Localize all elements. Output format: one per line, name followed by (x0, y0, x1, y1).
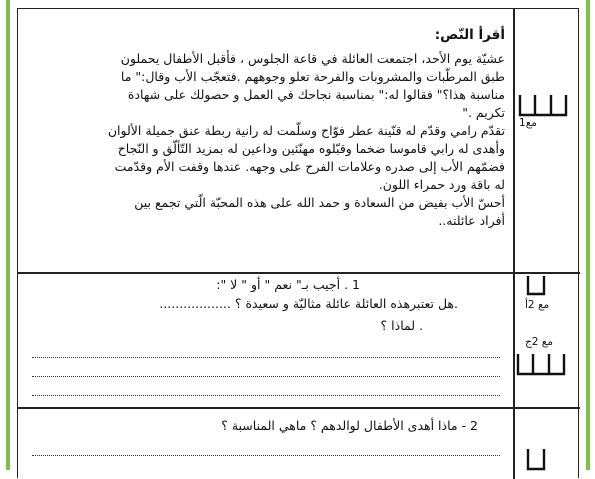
answer-line-1[interactable] (32, 357, 500, 358)
criterion2c-mark-boxes-icon (516, 352, 566, 378)
criteria-column-divider (513, 9, 515, 479)
answer-line-2[interactable] (32, 376, 500, 377)
criterion1-mark-boxes-icon (518, 93, 568, 119)
passage-line-1: عشيّة يوم الأحد، اجتمعت العائلة في قاعة الجلوس ، فأقبل الأطفال يحملون (120, 51, 505, 66)
worksheet-table (17, 8, 579, 478)
passage-line-10: أفراد عائلته.. (438, 213, 505, 228)
passage-line-4: تكريم ." (462, 105, 505, 120)
criterion2a-label: مع 2أ (525, 299, 550, 311)
passage-line-9: أحسّ الأب بفيض من السعادة و حمد الله على هذه المحبّة الّتي تجمع بين (134, 195, 505, 210)
criterion3-mark-box-icon (525, 447, 547, 473)
criterion2c-label: مع 2ج (525, 336, 554, 348)
passage-line-2: طبق المرطّبات والمشروبات والفرحة تعلو وجوههم .فتعجّب الأب وقال:" ما (120, 69, 505, 84)
passage-line-8: له باقة ورد حمراء اللون. (378, 177, 505, 192)
right-green-border (586, 0, 590, 470)
question1-sub-b: . لماذا ؟ (380, 318, 423, 333)
answer-line-4[interactable] (32, 455, 500, 456)
passage-line-3: مناسبة هذا؟" فقالوا له:" بمناسبة نجاحك في العمل و حصولك على شهادة (127, 87, 505, 102)
question2-prompt: 2 - ماذا أهدى الأطفال لوالدهم ؟ ماهي المناسبة ؟ (221, 418, 478, 433)
left-green-border (6, 0, 10, 470)
reading-title: أقرأ النّص: (434, 27, 505, 43)
question1-sub-a: .هل تعتبرهذه العائلة عائلة مثاليّة و سعيدة ؟ .................. (159, 296, 458, 311)
passage-line-6: وأهدى له رابي قاموسا ضخما وقبّلوه مهنّئين وداعين له بمزيد التّألّق و النّجاح (117, 141, 505, 156)
passage-line-7: فضمّهم الأب إلى صدره وعلامات الفرح على وجهه. عندها وقفت الأم وقدّمت (114, 159, 505, 174)
criterion1-label: مع1 (519, 117, 537, 129)
criterion2a-mark-box-icon (525, 274, 547, 298)
passage-line-5: تقدّم رامي وقدّم له قنّينة عطر فوّاح وسلّمت له رانية ربطة عنق جميلة الألوان (107, 123, 505, 138)
question1-prompt: 1 . أجيب بـ" نعم " أو " لا ": (216, 277, 360, 292)
answer-line-3[interactable] (32, 395, 500, 396)
row-divider-1 (18, 272, 580, 274)
row-divider-2 (18, 407, 580, 409)
